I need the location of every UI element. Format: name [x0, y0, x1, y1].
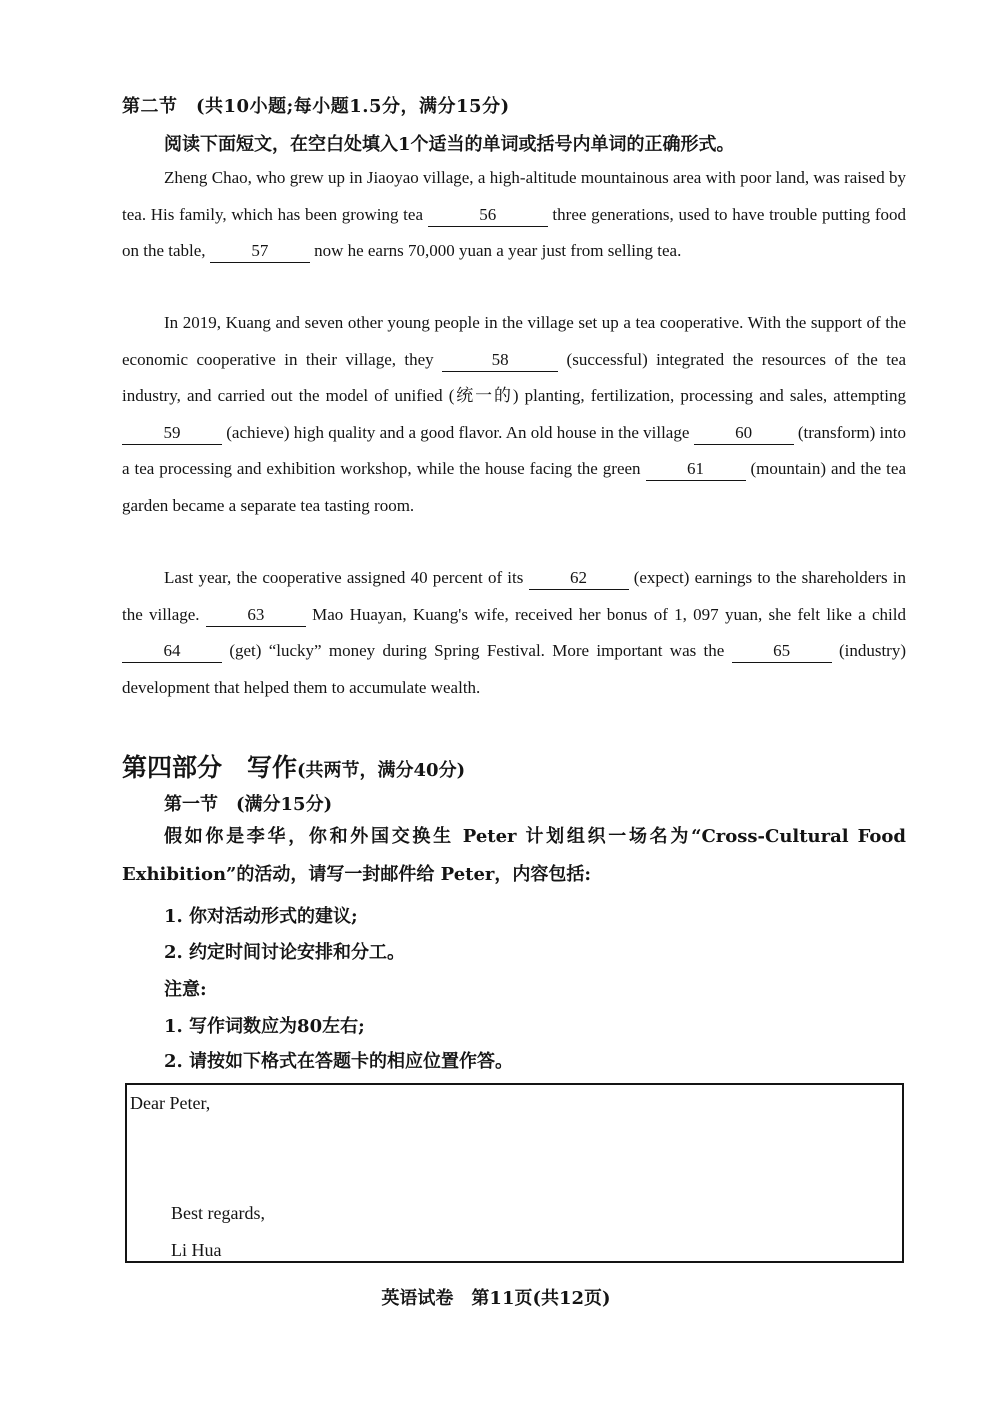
- passage-text: Last year, the cooperative assigned 40 percent of its: [164, 568, 529, 587]
- passage-text: (get) “lucky” money during Spring Festival. More important was the: [222, 641, 732, 660]
- note-label: 注意:: [164, 979, 207, 1000]
- blank-62[interactable]: 62: [529, 567, 629, 590]
- passage-text: (successful) integrated the resources of the tea industry, and carried out the model of unified (统一的) planting, fertilization, processing and sales, attempting: [122, 349, 907, 405]
- letter-signature: Li Hua: [171, 1240, 222, 1260]
- blank-58[interactable]: 58: [442, 349, 558, 372]
- blank-59[interactable]: 59: [122, 422, 222, 445]
- part4-title: 第四部分 写作: [122, 753, 298, 782]
- blank-61[interactable]: 61: [646, 458, 746, 481]
- passage-text: three generations, used to have trouble putting food on the table,: [122, 204, 906, 260]
- passage-text: In 2019, Kuang and seven other young people in the village set up a tea cooperative. With the support of the economic cooperative in their village, they: [122, 313, 906, 369]
- section-instruction: 阅读下面短文，在空白处填入1个适当的单词或括号内单词的正确形式。: [164, 134, 735, 155]
- passage-paragraph-2: [122, 305, 906, 524]
- passage-paragraph-3: [122, 560, 906, 706]
- passage-text: Zheng Chao, who grew up in Jiaoyao village, a high-altitude mountainous area with poor land, was raised by tea. His family, which has been growing tea: [122, 168, 906, 224]
- blank-60[interactable]: 60: [694, 422, 794, 445]
- letter-greeting: Dear Peter,: [130, 1093, 211, 1113]
- passage-text: (achieve) high quality and a good flavor. An old house in the village: [222, 422, 694, 442]
- passage-text: (mountain) and the tea garden became a separate tea tasting room.: [122, 459, 907, 515]
- note-2: 2. 请按如下格式在答题卡的相应位置作答。: [164, 1051, 514, 1072]
- writing-section-title: 第一节 (满分15分): [164, 794, 333, 815]
- writing-prompt: 假如你是李华，你和外国交换生 Peter 计划组织一场名为“Cross-Cultural Food Exhibition”的活动，请写一封邮件给 Peter，内容包括:: [122, 826, 906, 885]
- passage-paragraph-1: [122, 160, 906, 270]
- section-title: 第二节 (共10小题;每小题1.5分，满分15分): [122, 96, 510, 117]
- page-footer: 英语试卷 第11页(共12页): [381, 1288, 611, 1309]
- requirement-1: 1. 你对活动形式的建议;: [164, 906, 358, 927]
- part4-subtitle: (共两节，满分40分): [297, 760, 466, 781]
- passage-text: (expect) earnings to the shareholders in the village.: [122, 568, 906, 624]
- blank-64[interactable]: 64: [122, 640, 222, 663]
- requirement-2: 2. 约定时间讨论安排和分工。: [164, 942, 406, 963]
- blank-57[interactable]: 57: [210, 240, 310, 263]
- passage-text: (industry) development that helped them to accumulate wealth.: [122, 641, 907, 697]
- passage-text: (transform) into a tea processing and exhibition workshop, while the house facing the green: [122, 422, 906, 478]
- passage-text: now he earns 70,000 yuan a year just from selling tea.: [309, 241, 682, 260]
- part4-heading: [122, 748, 465, 784]
- blank-56[interactable]: 56: [428, 204, 548, 227]
- note-1: 1. 写作词数应为80左右;: [164, 1016, 365, 1037]
- blank-63[interactable]: 63: [206, 604, 306, 627]
- passage-text: Mao Huayan, Kuang's wife, received her bonus of 1, 097 yuan, she felt like a child: [305, 604, 906, 624]
- answer-format-box: [125, 1083, 904, 1263]
- blank-65[interactable]: 65: [732, 640, 832, 663]
- letter-closing: Best regards,: [171, 1203, 265, 1223]
